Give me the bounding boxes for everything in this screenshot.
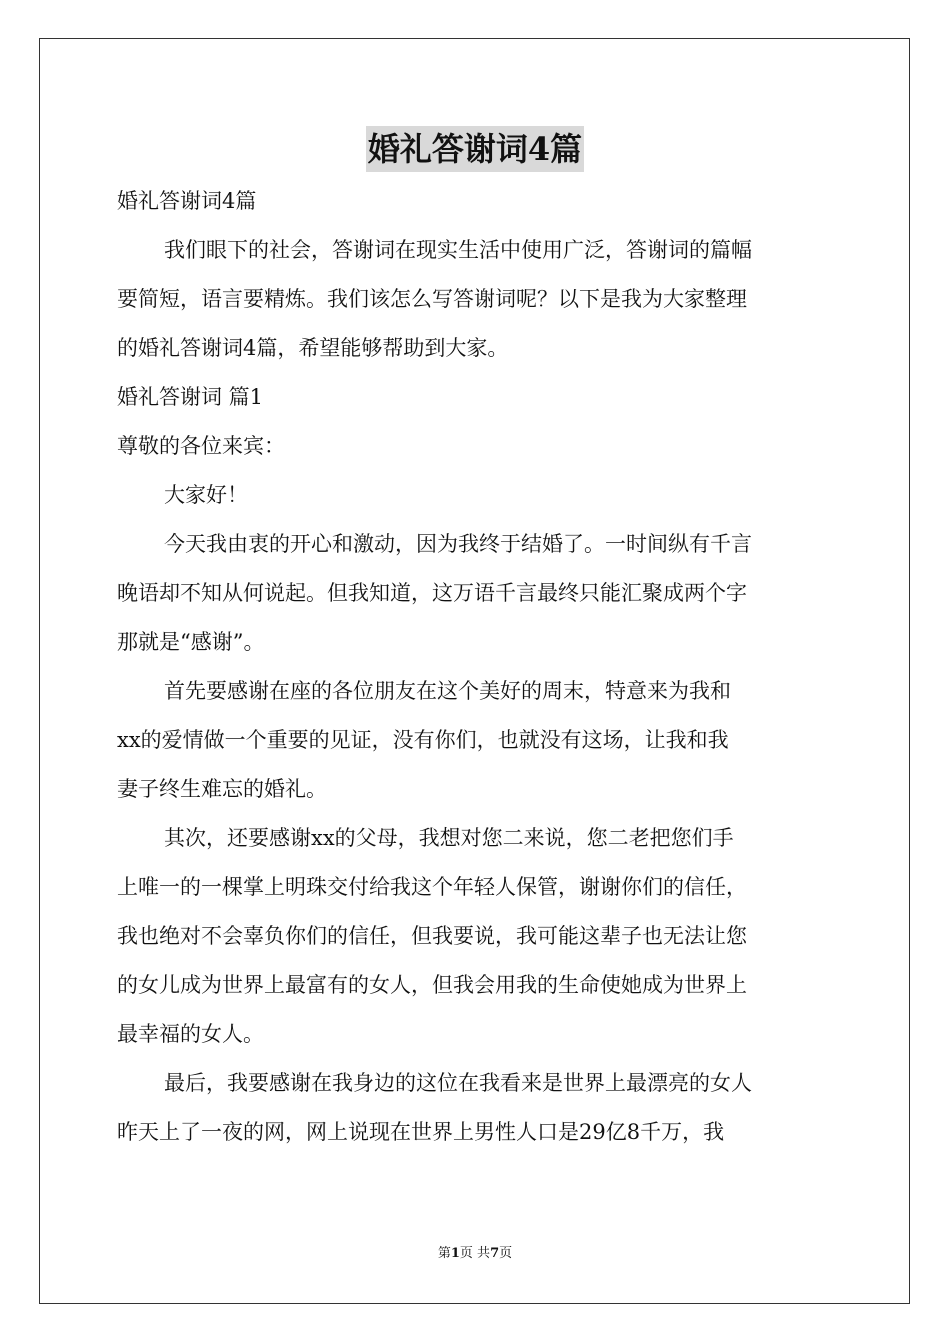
body-line-14: 上唯一的一棵掌上明珠交付给我这个年轻人保管，谢谢你们的信任， — [117, 875, 747, 899]
body-line-16: 的女儿成为世界上最富有的女人，但我会用我的生命使她成为世界上 — [117, 973, 747, 997]
document-title: 婚礼答谢词4篇 — [366, 126, 584, 172]
body-line-12: 妻子终生难忘的婚礼。 — [117, 777, 327, 801]
subtitle-line: 婚礼答谢词4篇 — [117, 189, 257, 213]
title-container — [0, 126, 950, 172]
body-line-15: 我也绝对不会辜负你们的信任，但我要说，我可能这辈子也无法让您 — [117, 924, 747, 948]
body-line-18: 最后，我要感谢在我身边的这位在我看来是世界上最漂亮的女人 — [164, 1071, 752, 1095]
document-body — [117, 177, 833, 1157]
footer-page-total: 7 — [490, 1246, 500, 1261]
body-line-13: 其次，还要感谢xx的父母，我想对您二来说，您二老把您们手 — [164, 826, 734, 850]
body-line-7: 今天我由衷的开心和激动，因为我终于结婚了。一时间纵有千言 — [164, 532, 752, 556]
footer-page-middle: 页 共 — [459, 1246, 491, 1261]
footer-page-suffix: 页 — [499, 1246, 513, 1261]
body-line-1: 我们眼下的社会，答谢词在现实生活中使用广泛，答谢词的篇幅 — [164, 238, 752, 262]
footer-page-current: 1 — [450, 1246, 460, 1261]
body-line-9: 那就是“感谢”。 — [117, 630, 265, 654]
body-line-10: 首先要感谢在座的各位朋友在这个美好的周末，特意来为我和 — [164, 679, 731, 703]
body-line-19: 昨天上了一夜的网，网上说现在世界上男性人口是29亿8千万，我 — [117, 1120, 725, 1144]
greeting-line: 大家好！ — [164, 483, 248, 507]
page-footer — [0, 1244, 950, 1264]
body-line-8: 晚语却不知从何说起。但我知道，这万语千言最终只能汇聚成两个字 — [117, 581, 747, 605]
body-line-11: xx的爱情做一个重要的见证，没有你们，也就没有这场，让我和我 — [117, 728, 729, 752]
salutation-line: 尊敬的各位来宾： — [117, 434, 285, 458]
body-line-17: 最幸福的女人。 — [117, 1022, 264, 1046]
body-line-2: 要简短，语言要精炼。我们该怎么写答谢词呢？以下是我为大家整理 — [117, 287, 747, 311]
footer-page-prefix: 第 — [437, 1246, 451, 1261]
body-line-3: 的婚礼答谢词4篇，希望能够帮助到大家。 — [117, 336, 509, 360]
section-heading-1: 婚礼答谢词 篇1 — [117, 385, 264, 409]
